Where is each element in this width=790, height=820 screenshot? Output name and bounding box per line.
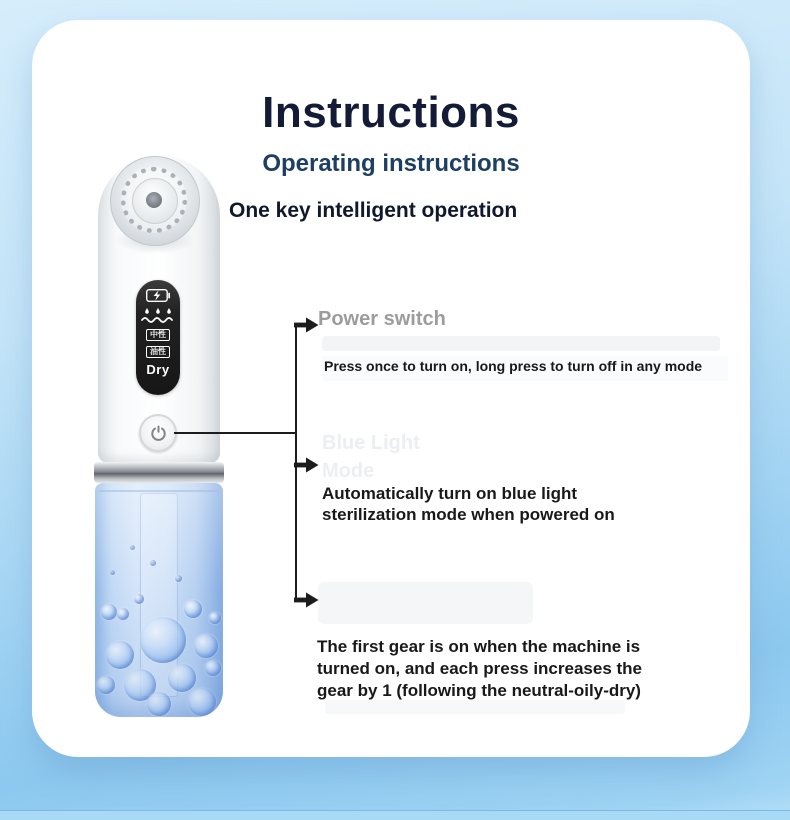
device-display-panel [136, 280, 180, 395]
arrow-right-icon [294, 592, 319, 608]
arrow-right-icon [294, 457, 319, 473]
section-heading: One key intelligent operation [229, 199, 518, 222]
water-tank [95, 483, 223, 717]
annotation-text-3 [317, 636, 642, 702]
annotation-text-2 [322, 483, 615, 525]
mode-neutral-label: 中性 [146, 329, 170, 341]
chrome-ring [94, 462, 224, 483]
annotation-text-3-line-3: gear by 1 (following the neutral-oily-dry) [317, 681, 641, 700]
nozzle-hole [146, 192, 162, 208]
annotation-text-1: Press once to turn on, long press to turn off in any mode [324, 358, 703, 374]
mode-oily-label: 油性 [146, 346, 170, 358]
battery-charging-icon [146, 289, 170, 302]
arrow-right-icon [294, 317, 319, 333]
annotation-text-2-line-1: Automatically turn on blue light [322, 484, 577, 503]
ghost-strip [318, 582, 533, 624]
droplets-wave-icon [141, 307, 175, 324]
bottom-band [0, 810, 790, 820]
annotation-text-3-line-1: The first gear is on when the machine is [317, 637, 641, 656]
ghost-strip [322, 336, 720, 351]
power-switch-label: Power switch [318, 308, 446, 330]
ghost-strip [325, 700, 625, 714]
power-icon [150, 425, 167, 442]
power-button [139, 414, 177, 452]
mode-dry-label: Dry [146, 362, 170, 377]
page-subtitle: Operating instructions [262, 150, 520, 177]
connector-to-power-button [174, 432, 296, 434]
ghost-label: Blue Light [322, 432, 420, 454]
ghost-label: Mode [322, 460, 375, 482]
tank-shade [95, 483, 223, 717]
page-title: Instructions [262, 88, 520, 137]
annotation-text-3-line-2: turned on, and each press increases the [317, 659, 643, 678]
annotation-text-2-line-2: sterilization mode when powered on [322, 505, 615, 524]
